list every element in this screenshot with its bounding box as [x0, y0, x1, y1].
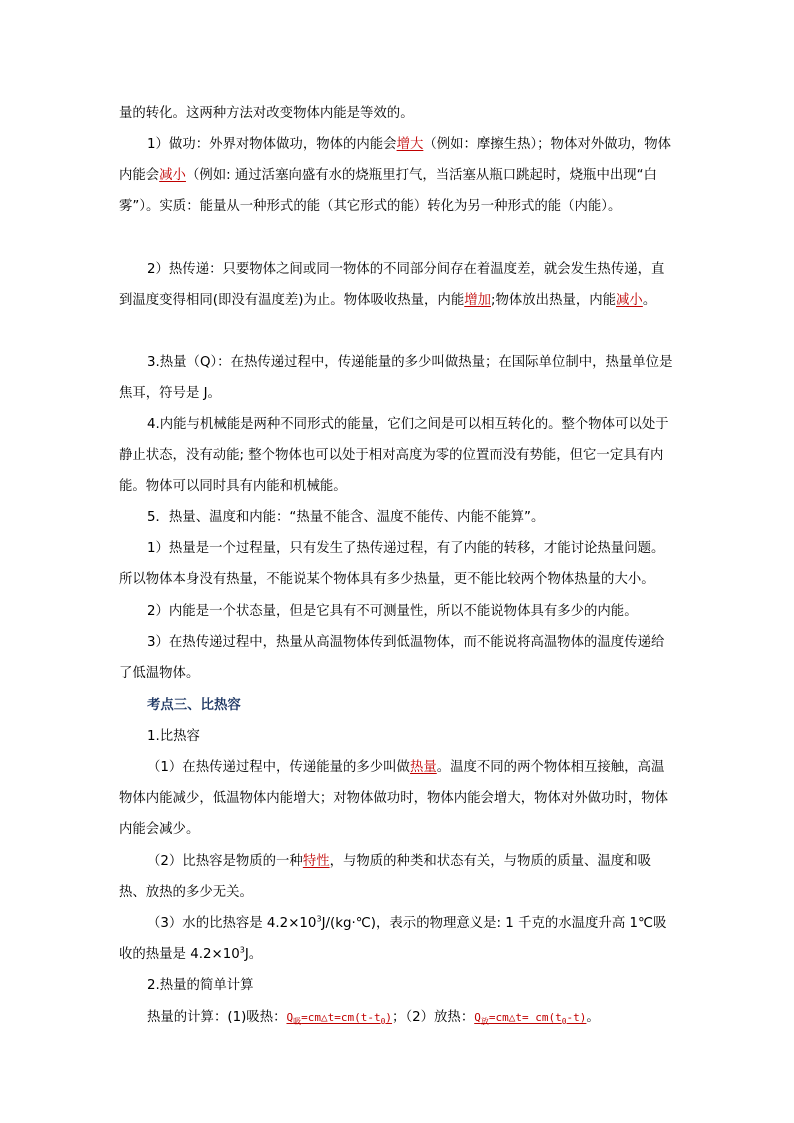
paragraph-1: 量的转化。这两种方法对改变物体内能是等效的。 [119, 106, 414, 121]
paragraph-heat-temp-energy: 5．热量、温度和内能：“热量不能含、温度不能传、内能不能算”。 [147, 510, 545, 525]
answer-heat: 热量 [409, 760, 437, 775]
paragraph-item-3: （3）水的比热容是 $4.2\times 10^3J/(kg\cdot℃)$，表示的物理意义是: 1 千克的水温度升高 1℃吸收的热量是 $4.2\times 10^3J$。 [119, 914, 667, 962]
paragraph-work: 1）做功：外界对物体做功，物体的内能会增大（例如：摩擦生热）；物体对外做功，物体内能会减小（例如: 通过活塞向盛有水的烧瓶里打气，当活塞从瓶口跳起时，烧瓶中出现“白雾”）。实质：能量从一种形式的能（其它形式的能）转化为另一种形式的能（内能）。 [119, 137, 672, 214]
answer-decrease-2: 减小 [616, 293, 643, 308]
paragraph-heat-flow: 3）在热传递过程中，热量从高温物体传到低温物体，而不能说将高温物体的温度传递给了低温物体。 [119, 635, 665, 681]
answer-property: 特性 [302, 854, 330, 869]
paragraph-item-2: （2）比热容是物质的一种特性，与物质的种类和状态有关，与物质的质量、温度和吸热、放热的多少无关。 [119, 854, 651, 900]
paragraph-process-quantity: 1）热量是一个过程量，只有发生了热传递过程，有了内能的转移，才能讨论热量问题。所以物体本身没有热量，不能说某个物体具有多少热量，更不能比较两个物体热量的大小。 [119, 541, 665, 587]
paragraph-internal-mechanical: 4.内能与机械能是两种不同形式的能量，它们之间是可以相互转化的。整个物体可以处于静止状态，没有动能; 整个物体也可以处于相对高度为零的位置而没有势能，但它一定具有内能。物体可以同时具有内能和机械能。 [119, 417, 669, 494]
paragraph-item-1: （1）在热传递过程中，传递能量的多少叫做热量。温度不同的两个物体相互接触，高温物体内能减少，低温物体内能增大；对物体做功时，物体内能会增大，物体对外做功时，物体内能会减少。 [119, 760, 669, 837]
subheading-heat-calc: 2.热量的简单计算 [147, 978, 254, 993]
paragraph-state-quantity: 2）内能是一个状态量，但是它具有不可测量性，所以不能说物体具有多少的内能。 [147, 604, 638, 619]
paragraph-heat-transfer: 2）热传递：只要物体之间或同一物体的不同部分间存在着温度差，就会发生热传递，直到温度变得相同(即没有温度差)为止。物体吸收热量，内能增加;物体放出热量，内能减小。 [119, 262, 665, 308]
formula-release: $Q_放=cm\triangle t= cm(t_0-t)$ [474, 1011, 587, 1027]
section-heading: 考点三、比热容 [147, 698, 241, 713]
formula-absorb: $Q_吸=cm\triangle t=cm(t-t_0)$ [286, 1011, 393, 1027]
paragraph-heat-definition: 3.热量（Q）：在热传递过程中，传递能量的多少叫做热量；在国际单位制中，热量单位是焦耳，符号是 J。 [119, 355, 673, 401]
answer-increase: 增大 [396, 137, 424, 152]
paragraph-formula: 热量的计算：(1)吸热：$Q_吸=cm\triangle t=cm(t-t_0)$；（2）放热：$Q_放=cm\triangle t= cm(t_0-t)$。 [147, 1010, 600, 1027]
subheading-specific-heat: 1.比热容 [147, 729, 200, 744]
answer-increase-2: 增加 [464, 293, 491, 308]
answer-decrease: 减小 [159, 168, 186, 183]
